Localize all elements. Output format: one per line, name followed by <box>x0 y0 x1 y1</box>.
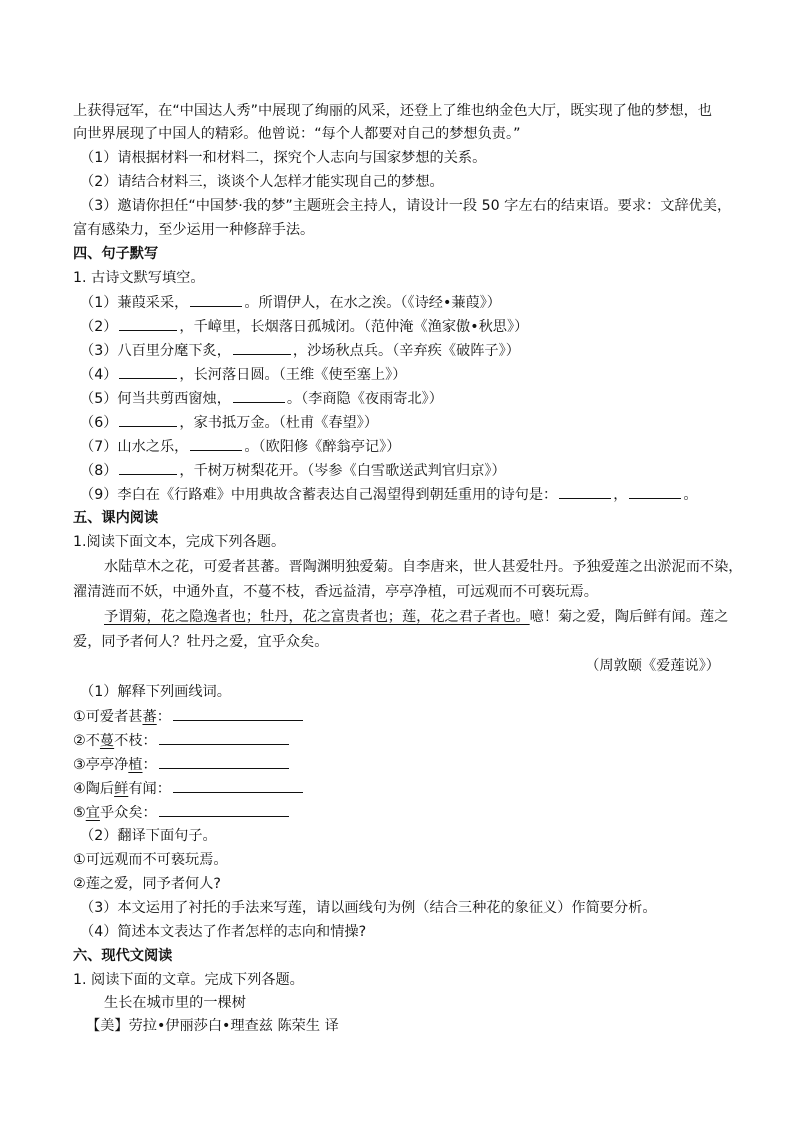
translate-sentence-1: ①可远观而不可亵玩焉。 <box>73 852 228 868</box>
recite-item-1: （1）蒹葭采采， 。所谓伊人，在水之涘。（《诗经•蒹葭》） <box>80 292 501 313</box>
recite-item-7: （7）山水之乐， 。（欧阳修《醉翁亭记》） <box>80 436 400 457</box>
answer-blank[interactable] <box>629 484 681 499</box>
answer-blank[interactable] <box>233 388 285 403</box>
question-3-line-2: 富有感染力，至少运用一种修辞手法。 <box>73 222 315 238</box>
question-2: （2）请结合材料三，谈谈个人怎样才能实现自己的梦想。 <box>80 174 444 190</box>
passage-line-4: 爱，同予者何人？牡丹之爱，宜乎众矣。 <box>73 634 329 650</box>
section-4-heading: 四、句子默写 <box>73 246 159 262</box>
recite-item-6: （6） ，家书抵万金。（杜甫《春望》） <box>80 412 378 433</box>
passage-source: （周敦颐《爱莲说》） <box>585 658 720 674</box>
answer-blank[interactable] <box>159 802 289 817</box>
answer-blank[interactable] <box>173 706 303 721</box>
question-1: （1）请根据材料一和材料二，探究个人志向与国家梦想的关系。 <box>80 150 487 166</box>
answer-blank[interactable] <box>190 436 242 451</box>
answer-blank[interactable] <box>173 778 303 793</box>
recite-item-4: （4） ，长河落日圆。（王维《使至塞上》） <box>80 364 406 385</box>
recite-item-5: （5）何当共剪西窗烛， 。（李商隐《夜雨寄北》） <box>80 388 443 409</box>
answer-blank[interactable] <box>159 730 289 745</box>
word-item-1: ①可爱者甚蕃： <box>73 706 305 727</box>
answer-blank[interactable] <box>190 292 242 307</box>
answer-blank[interactable] <box>119 316 177 331</box>
answer-blank[interactable] <box>119 364 177 379</box>
word-item-3: ③亭亭净植： <box>73 754 291 775</box>
section-6-intro: 1. 阅读下面的文章。完成下列各题。 <box>73 972 304 988</box>
recite-item-8: （8） ，千树万树梨花开。（岑参《白雪歌送武判官归京》） <box>80 460 506 481</box>
material-line-1: 上获得冠军，在“中国达人秀”中展现了绚丽的风采，还登上了维也纳金色大厅，既实现了他的梦想，也 <box>73 103 712 119</box>
article-author: 【美】劳拉•伊丽莎白•理查兹 陈荣生 译 <box>86 1018 339 1034</box>
underlined-sentence: 予谓菊，花之隐逸者也；牡丹，花之富贵者也；莲，花之君子者也。 <box>104 609 530 625</box>
answer-blank[interactable] <box>159 754 289 769</box>
recite-item-9: （9）李白在《行路难》中用典故含蓄表达自己渴望得到朝廷重用的诗句是： ， 。 <box>80 484 698 505</box>
material-line-2: 向世界展现了中国人的精彩。他曾说：“每个人都要对自己的梦想负责。” <box>73 126 521 142</box>
section-6-heading: 六、现代文阅读 <box>73 948 173 964</box>
section-4-intro: 1. 古诗文默写填空。 <box>73 270 205 286</box>
word-item-2: ②不蔓不枝： <box>73 730 291 751</box>
section-5-heading: 五、课内阅读 <box>73 510 159 526</box>
passage-line-1: 水陆草木之花，可爱者甚蕃。晋陶渊明独爱菊。自李唐来，世人甚爱牡丹。予独爱莲之出淤泥而不染， <box>104 559 743 575</box>
section-5-intro: 1.阅读下面文本，完成下列各题。 <box>73 534 286 550</box>
word-item-4: ④陶后鲜有闻： <box>73 778 305 799</box>
reading-question-3: （3）本文运用了衬托的手法来写莲，请以画线句为例（结合三种花的象征义）作简要分析。 <box>80 900 657 916</box>
word-item-5: ⑤宜乎众矣： <box>73 802 291 823</box>
recite-item-3: （3）八百里分麾下炙， ，沙场秋点兵。（辛弃疾《破阵子》） <box>80 340 520 361</box>
answer-blank[interactable] <box>233 340 291 355</box>
answer-blank[interactable] <box>119 460 177 475</box>
answer-blank[interactable] <box>559 484 611 499</box>
article-title: 生长在城市里的一棵树 <box>104 995 246 1011</box>
reading-question-4: （4）简述本文表达了作者怎样的志向和情操? <box>80 924 367 940</box>
passage-line-2: 濯清涟而不妖，中通外直，不蔓不枝，香远益清，亭亭净植，可远观而不可亵玩焉。 <box>73 584 598 600</box>
question-3-line-1: （3）邀请你担任“中国梦·我的梦”主题班会主持人，请设计一段 50 字左右的结束语。要求：文辞优美， <box>80 198 732 214</box>
translate-sentence-2: ②莲之爱，同予者何人? <box>73 876 221 892</box>
passage-line-3: 予谓菊，花之隐逸者也；牡丹，花之富贵者也；莲，花之君子者也。噫！菊之爱，陶后鲜有闻。莲之 <box>104 609 729 625</box>
reading-question-2: （2）翻译下面句子。 <box>80 828 217 844</box>
answer-blank[interactable] <box>119 412 177 427</box>
reading-question-1: （1）解释下列画线词。 <box>80 684 231 700</box>
recite-item-2: （2） ，千嶂里，长烟落日孤城闭。（范仲淹《渔家傲•秋思》） <box>80 316 528 337</box>
